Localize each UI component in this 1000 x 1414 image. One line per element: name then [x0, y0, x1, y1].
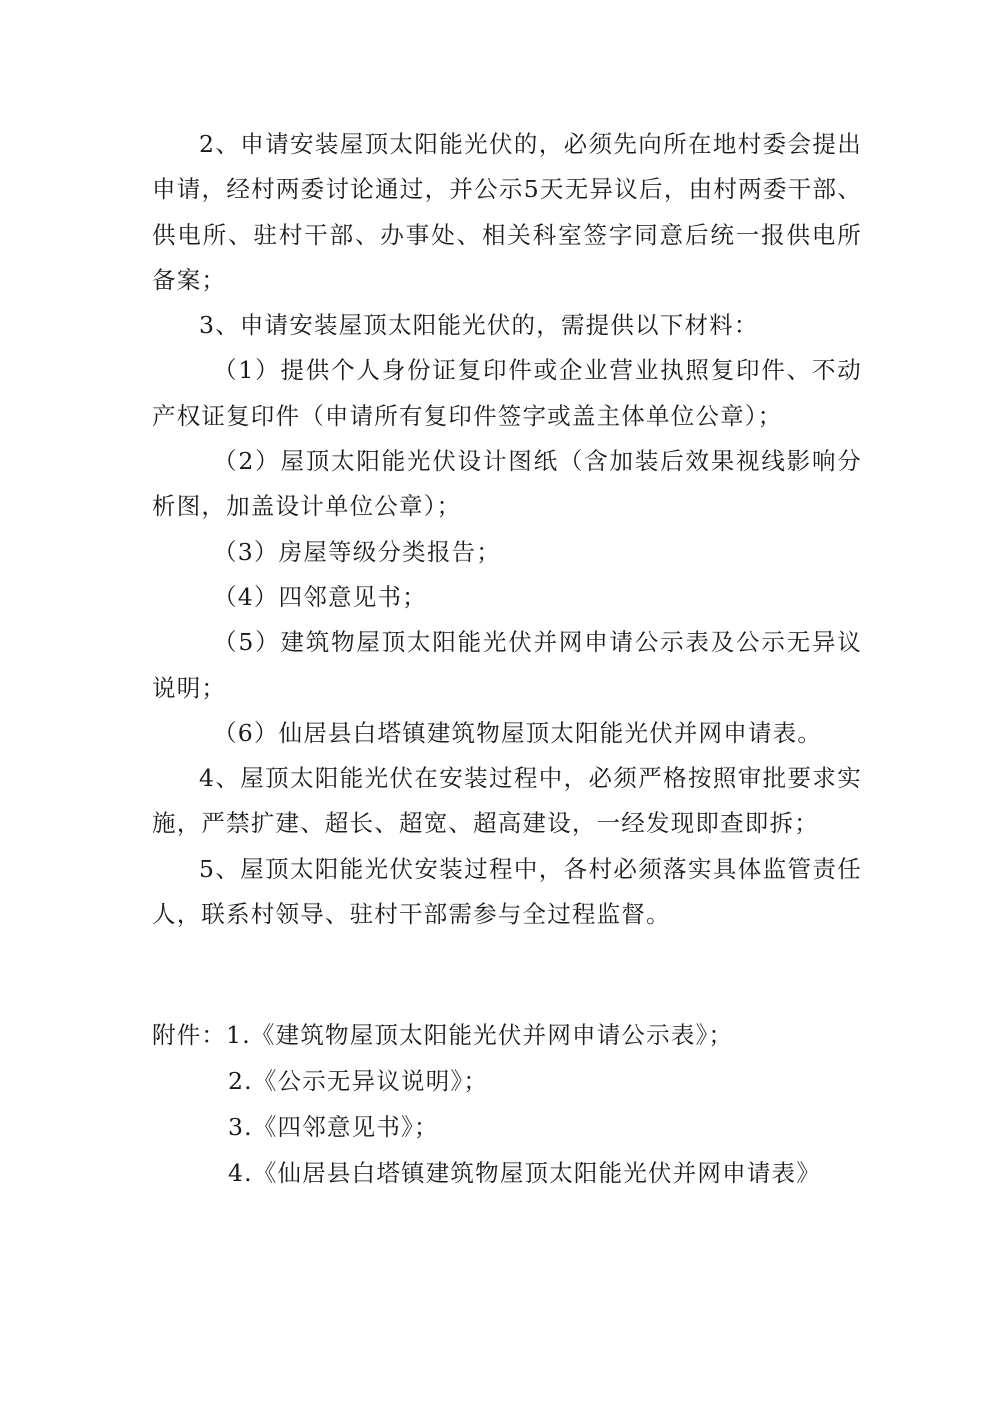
attachments-section: [152, 1012, 892, 1196]
attachment-item: 2.《公示无异议说明》；: [228, 1067, 489, 1095]
attachment-line-2: [152, 1058, 892, 1104]
attachment-item: 1.《建筑物屋顶太阳能光伏并网申请公示表》；: [226, 1021, 734, 1049]
paragraph-item-5: 5、屋顶太阳能光伏安装过程中，各村必须落实具体监管责任人，联系村领导、驻村干部需参与全过程监督。: [152, 854, 862, 929]
material-item-1: （1）提供个人身份证复印件或企业营业执照复印件、不动产权证复印件（申请所有复印件签字或盖主体单位公章）；: [152, 356, 862, 430]
material-item-5: （5）建筑物屋顶太阳能光伏并网申请公示表及公示无异议说明；: [152, 628, 862, 702]
material-item-2: （2）屋顶太阳能光伏设计图纸（含加装后效果视线影响分析图，加盖设计单位公章）；: [152, 447, 862, 521]
attachments-label: 附件：: [152, 1021, 227, 1049]
document-body: [152, 122, 862, 937]
attachment-line-1: [152, 1012, 892, 1058]
paragraph-item-4: 4、屋顶太阳能光伏在安装过程中，必须严格按照审批要求实施，严禁扩建、超长、超宽、超高建设，一经发现即查即拆；: [152, 764, 862, 838]
paragraph-item-2: 2、申请安装屋顶太阳能光伏的，必须先向所在地村委会提出申请，经村两委讨论通过，并公示5天无异议后，由村两委干部、供电所、驻村干部、办事处、相关科室签字同意后统一报供电所备案；: [152, 130, 862, 294]
attachment-line-3: [152, 1104, 892, 1150]
material-item-4: （4）四邻意见书；: [213, 582, 427, 611]
attachment-line-4: [152, 1150, 892, 1196]
material-item-3: （3）房屋等级分类报告；: [213, 537, 501, 566]
attachment-item: 3.《四邻意见书》；: [228, 1113, 439, 1141]
material-item-6: （6）仙居县白塔镇建筑物屋顶太阳能光伏并网申请表。: [213, 718, 823, 747]
attachment-item: 4.《仙居县白塔镇建筑物屋顶太阳能光伏并网申请表》: [228, 1159, 821, 1187]
paragraph-item-3: 3、申请安装屋顶太阳能光伏的，需提供以下材料：: [199, 311, 759, 340]
